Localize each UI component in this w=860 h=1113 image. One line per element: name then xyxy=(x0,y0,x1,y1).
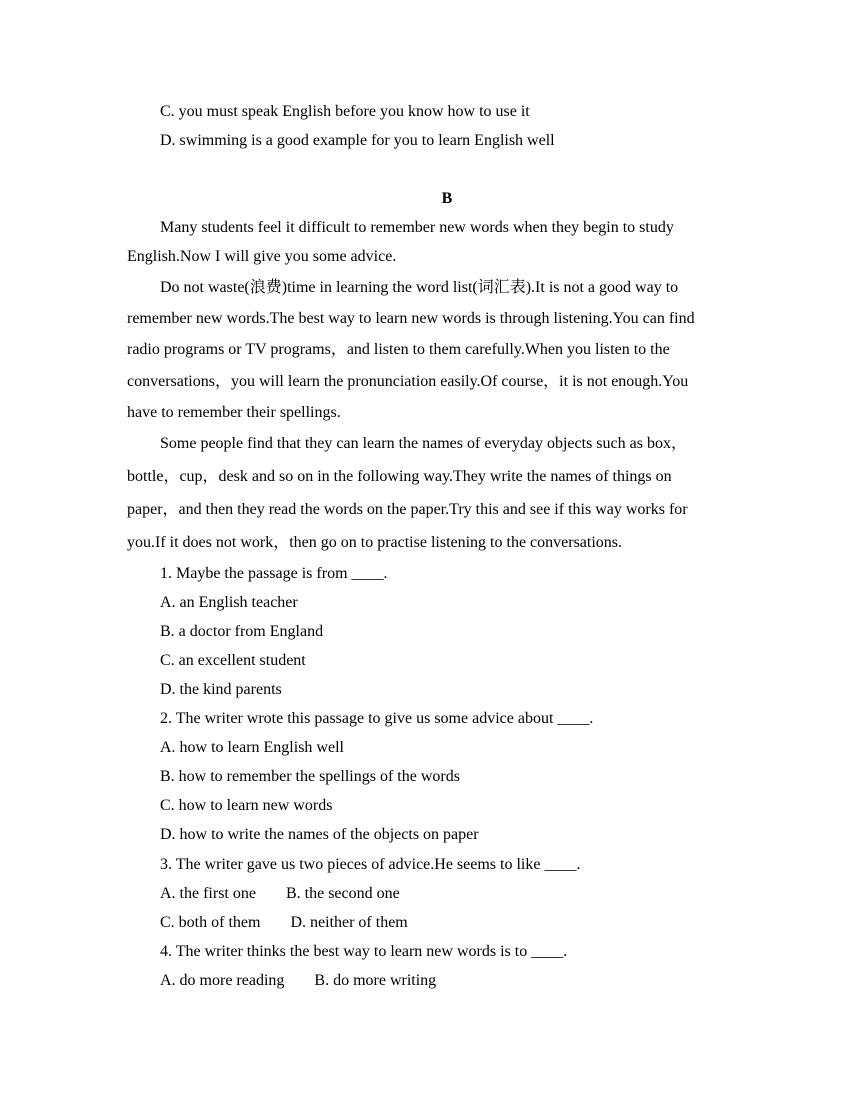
answer-option: D. neither of them xyxy=(290,914,408,931)
answer-option: A. the first one xyxy=(160,885,256,902)
passage-line: English.Now I will give you some advice. xyxy=(127,248,397,265)
passage-line: radio programs or TV programs，and listen to them carefully.When you listen to the xyxy=(127,341,670,358)
answer-option: C. an excellent student xyxy=(160,652,306,669)
answer-option: A. an English teacher xyxy=(160,594,298,611)
option-d-previous: D. swimming is a good example for you to learn English well xyxy=(160,132,555,149)
passage-line: Some people find that they can learn the names of everyday objects such as box， xyxy=(160,435,687,452)
question-stem: 1. Maybe the passage is from ____. xyxy=(160,565,388,582)
answer-option: B. do more writing xyxy=(314,972,437,989)
answer-option: B. how to remember the spellings of the words xyxy=(160,768,460,785)
question-stem: 4. The writer thinks the best way to learn new words is to ____. xyxy=(160,943,568,960)
option-c-previous: C. you must speak English before you know how to use it xyxy=(160,103,530,120)
passage-line: have to remember their spellings. xyxy=(127,404,341,421)
answer-option: D. the kind parents xyxy=(160,681,282,698)
answer-option: D. how to write the names of the objects on paper xyxy=(160,826,479,843)
passage-line: Many students feel it difficult to remember new words when they begin to study xyxy=(160,219,674,236)
question-stem: 2. The writer wrote this passage to give us some advice about ____. xyxy=(160,710,594,727)
passage-line: Do not waste(浪费)time in learning the word list(词汇表).It is not a good way to xyxy=(160,279,679,296)
answer-option: C. how to learn new words xyxy=(160,797,333,814)
answer-option-row xyxy=(160,913,408,933)
passage-line: bottle，cup，desk and so on in the following way.They write the names of things on xyxy=(127,468,672,485)
answer-option: C. both of them xyxy=(160,914,261,931)
answer-option-row xyxy=(160,971,436,991)
passage-line: conversations，you will learn the pronunciation easily.Of course，it is not enough.You xyxy=(127,373,689,390)
passage-line: you.If it does not work，then go on to practise listening to the conversations. xyxy=(127,534,623,551)
question-stem: 3. The writer gave us two pieces of advice.He seems to like ____. xyxy=(160,856,581,873)
answer-option: B. the second one xyxy=(285,885,400,902)
answer-option: A. how to learn English well xyxy=(160,739,344,756)
answer-option-row xyxy=(160,884,400,904)
answer-option: B. a doctor from England xyxy=(160,623,324,640)
section-heading: B xyxy=(441,190,453,207)
answer-option: A. do more reading xyxy=(160,972,285,989)
passage-line: remember new words.The best way to learn new words is through listening.You can find xyxy=(127,310,695,327)
passage-line: paper，and then they read the words on the paper.Try this and see if this way works for xyxy=(127,501,688,518)
